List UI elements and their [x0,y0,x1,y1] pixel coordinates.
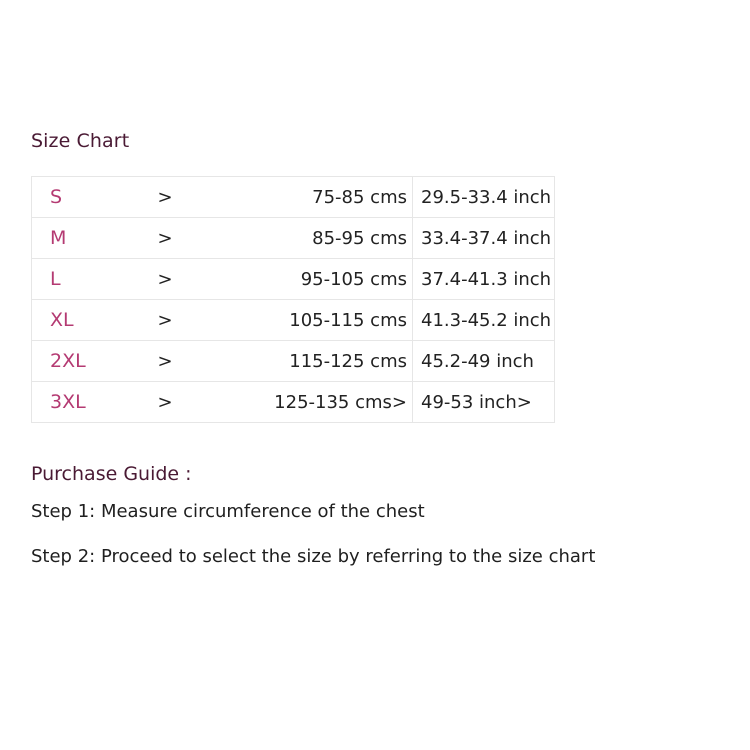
size-row-s [32,177,555,218]
size-chart-title: Size Chart [31,130,130,152]
chevron-right-icon: > [136,259,216,300]
size-label: 2XL [32,341,136,382]
size-label: S [32,177,136,218]
cms-range: 115-125 cms [216,341,413,382]
size-chart-table [31,176,555,423]
purchase-guide-title: Purchase Guide : [31,463,192,485]
size-row-xl [32,300,555,341]
inch-range: 29.5-33.4 inch [413,177,555,218]
size-label: 3XL [32,382,136,423]
size-label: M [32,218,136,259]
size-row-l [32,259,555,300]
chevron-right-icon: > [136,341,216,382]
chevron-right-icon: > [136,382,216,423]
cms-range: 105-115 cms [216,300,413,341]
size-row-m [32,218,555,259]
purchase-step-1: Step 1: Measure circumference of the chest [31,501,425,522]
size-row-2xl [32,341,555,382]
chevron-right-icon: > [136,300,216,341]
purchase-step-2: Step 2: Proceed to select the size by referring to the size chart [31,546,596,567]
cms-range: 95-105 cms [216,259,413,300]
chevron-right-icon: > [136,177,216,218]
size-label: L [32,259,136,300]
inch-range: 49-53 inch> [413,382,555,423]
cms-range: 85-95 cms [216,218,413,259]
inch-range: 33.4-37.4 inch [413,218,555,259]
inch-range: 41.3-45.2 inch [413,300,555,341]
cms-range: 75-85 cms [216,177,413,218]
cms-range: 125-135 cms> [216,382,413,423]
size-row-3xl [32,382,555,423]
inch-range: 45.2-49 inch [413,341,555,382]
size-label: XL [32,300,136,341]
chevron-right-icon: > [136,218,216,259]
inch-range: 37.4-41.3 inch [413,259,555,300]
